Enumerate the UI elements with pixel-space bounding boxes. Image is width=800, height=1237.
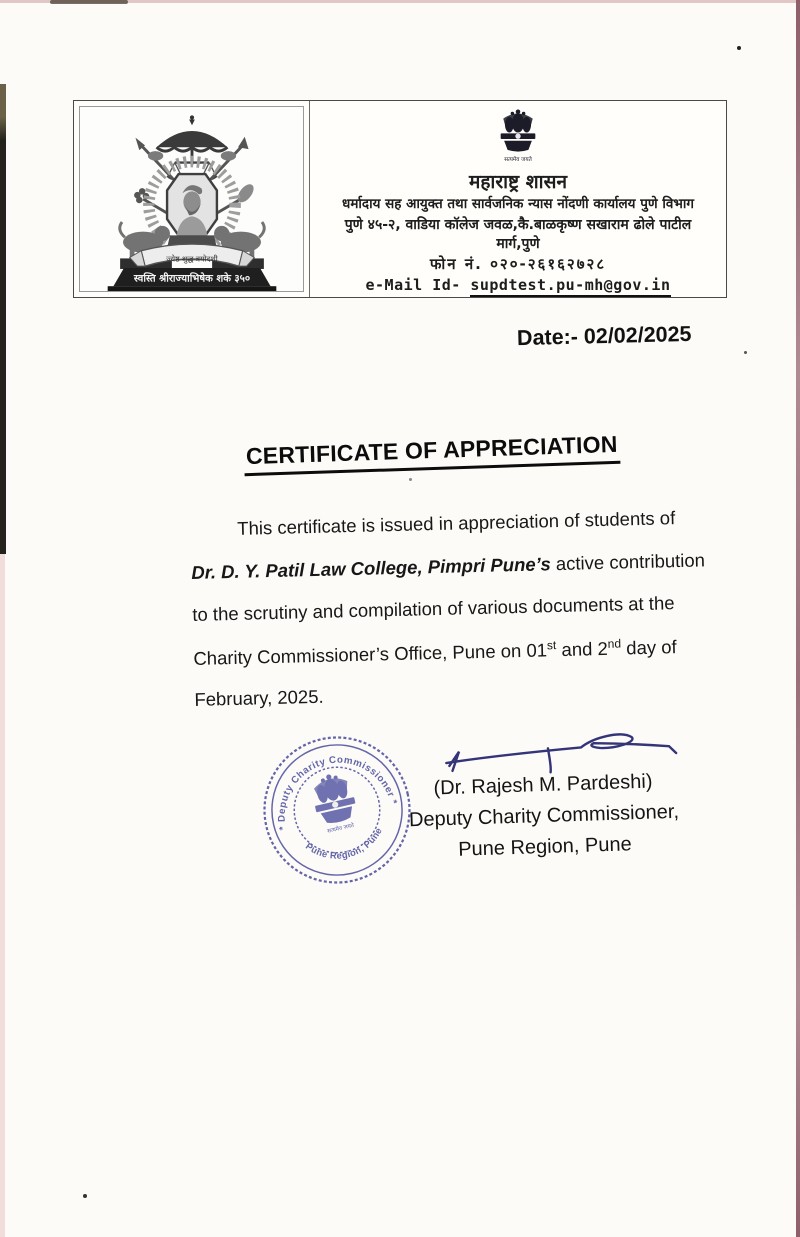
ashoka-emblem-icon	[492, 106, 544, 166]
stamp-motto: सत्यमेव जयते	[326, 822, 355, 835]
scan-smudge	[50, 0, 128, 4]
signatory-designation: Deputy Charity Commissioner,	[408, 800, 680, 832]
scan-edge-left-pink	[0, 554, 5, 1237]
official-stamp-icon	[258, 731, 416, 889]
office-address-line-3: मार्ग,पुणे	[496, 235, 540, 252]
scan-speck	[409, 478, 412, 481]
certificate-body	[190, 506, 715, 731]
scan-edge-right	[796, 0, 800, 1237]
email-value: supdtest.pu-mh@gov.in	[470, 276, 670, 297]
government-title: महाराष्ट्र शासन	[468, 171, 567, 193]
signatory-block	[405, 766, 684, 868]
letterhead-left-cell	[74, 101, 310, 297]
stamp-arc-top-text: * Deputy Charity Commissioner *	[276, 754, 399, 831]
scan-speck	[744, 351, 747, 354]
shivaji-coronation-emblem-icon	[79, 106, 304, 292]
college-name: Dr. D. Y. Patil Law College, Pimpri Pune’s	[191, 552, 551, 583]
scan-speck	[83, 1194, 87, 1198]
emblem-ribbon-text: ज्येष्ठ शुद्ध त्रयोदशी	[165, 254, 218, 264]
office-address-line-2: पुणे ४५-२, वाडिया कॉलेज जवळ,कै.बाळकृष्ण सखाराम ढोले पाटील	[344, 216, 692, 233]
email-line	[310, 275, 726, 294]
body-line-4-post: day of	[620, 635, 677, 659]
letterhead-box	[73, 100, 727, 298]
phone-line: फोन नं. ०२०-२६१६२७२८	[429, 254, 607, 273]
body-line-4-pre: Charity Commissioner’s Office, Pune on 01	[193, 638, 548, 669]
signatory-location: Pune Region, Pune	[457, 833, 632, 861]
body-line-1: This certificate is issued in appreciation of students of	[236, 507, 676, 539]
ordinal-suffix-st: st	[546, 637, 557, 652]
scan-speck	[737, 46, 741, 50]
letterhead-right-cell	[310, 101, 726, 297]
body-line-2-rest: active contribution	[550, 548, 706, 574]
date-line: Date:- 02/02/2025	[516, 321, 692, 351]
scan-edge-left-dark	[0, 84, 6, 554]
body-line-4-mid: and 2	[556, 637, 609, 660]
body-line-5: February, 2025.	[194, 685, 324, 710]
stamp-ashoka-emblem-icon	[309, 770, 361, 836]
signatory-name: (Dr. Rajesh M. Pardeshi)	[433, 770, 653, 800]
email-label: e-Mail Id-	[365, 275, 461, 294]
office-address-line-1: धर्मादाय सह आयुक्त तथा सार्वजनिक न्यास नोंदणी कार्यालय पुणे विभाग	[342, 196, 694, 212]
ashoka-motto: सत्यमेव जयते	[504, 157, 532, 164]
emblem-base-text: स्वस्ति श्रीराज्याभिषेक शके ३५०	[133, 273, 250, 285]
stamp-arc-bottom-text: Pune Region, Pune	[303, 825, 384, 861]
ordinal-suffix-nd: nd	[607, 636, 622, 651]
body-line-3: to the scrutiny and compilation of various documents at the	[192, 592, 675, 625]
certificate-title: CERTIFICATE OF APPRECIATION	[244, 431, 621, 476]
